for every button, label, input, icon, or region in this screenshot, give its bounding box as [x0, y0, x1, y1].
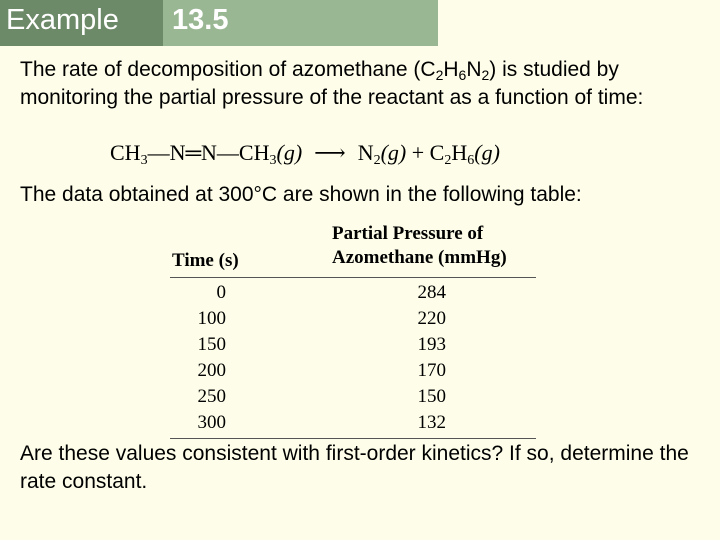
intro-paragraph: The rate of decomposition of azomethane $(C_2H_6N_2)$ is studied by monitoring the partial pressure of the reactant as a function of time:: [20, 58, 644, 109]
table-row: 150 193: [197, 334, 446, 355]
table-row: 200 170: [197, 360, 446, 381]
example-number: 13.5: [172, 4, 229, 36]
table-rule-bottom: [170, 438, 536, 439]
example-label: Example: [6, 4, 119, 36]
question-paragraph: Are these values consistent with first-order kinetics? If so, determine the rate constant.: [20, 442, 689, 493]
table-row: 300 132: [197, 412, 446, 433]
table-row: 100 220: [197, 308, 446, 329]
header-pressure: Partial Pressure of Azomethane (mmHg): [332, 223, 507, 268]
data-statement: The data obtained at 300°C are shown in the following table:: [20, 183, 582, 206]
header-time: Time (s): [172, 250, 239, 271]
reaction-arrow: ⟶: [314, 140, 346, 165]
reaction-equation: CH3—N═N—CH3(g) ⟶ N2(g) + C2H6(g): [110, 140, 500, 168]
table-rule-top: [170, 277, 536, 278]
table-row: 0 284: [216, 282, 446, 303]
table-row: 250 150: [197, 386, 446, 407]
